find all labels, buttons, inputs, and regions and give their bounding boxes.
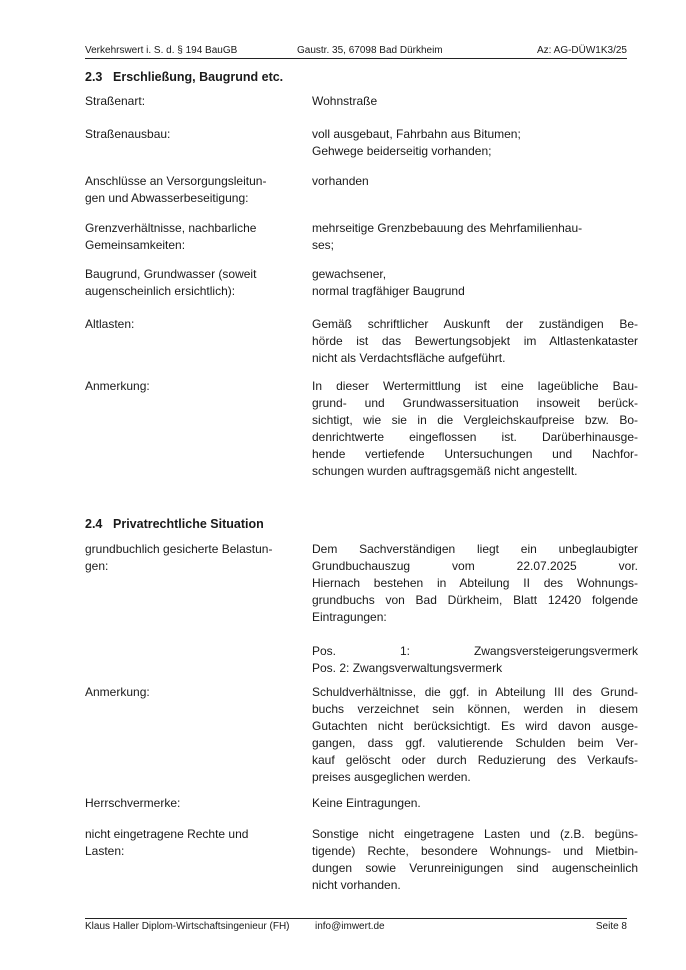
row-label <box>85 316 300 333</box>
row-value <box>312 378 638 480</box>
row-value <box>312 541 638 677</box>
value-line: mehrseitige Grenzbebauung des Mehrfamilienhau- <box>312 221 583 235</box>
label-line: Anmerkung: <box>85 379 150 393</box>
value-line: Schuldverhältnisse, die ggf. in Abteilung III des Grund- <box>312 685 638 699</box>
value-line: Grundbuchauszug vom 22.07.2025 vor. <box>312 559 638 573</box>
footer-page-number: Seite 8 <box>595 921 627 932</box>
section-heading-erschliessung <box>85 70 283 84</box>
row-label <box>85 684 300 701</box>
row-label <box>85 173 300 207</box>
section-title: Privatrechtliche Situation <box>113 517 264 531</box>
row-label <box>85 378 300 395</box>
value-line: Gutachten nicht berücksichtigt. Es wird davon ausge- <box>312 719 638 733</box>
page-header <box>85 44 627 59</box>
row-value <box>312 795 638 812</box>
label-line: Lasten: <box>85 844 125 858</box>
value-line: normal tragfähiger Baugrund <box>312 284 465 298</box>
row-label <box>85 795 300 812</box>
section-title: Erschließung, Baugrund etc. <box>113 70 284 84</box>
label-line: Altlasten: <box>85 317 135 331</box>
value-line: preises ausgeglichen werden. <box>312 770 471 784</box>
row-value <box>312 93 638 110</box>
value-line: grundbuchs von Bad Dürkheim, Blatt 12420 folgende <box>312 593 638 607</box>
value-line: gangen, dass ggf. valutierende Schulden beim Ver- <box>312 736 638 750</box>
value-line: buchs verzeichnet sein können, werden in diesem <box>312 702 638 716</box>
value-line: Keine Eintragungen. <box>312 796 421 810</box>
footer-author: Klaus Haller Diplom-Wirtschaftsingenieur (FH) <box>85 921 290 932</box>
value-line: nicht als Verdachtsfläche aufgeführt. <box>312 351 506 365</box>
row-label <box>85 220 300 254</box>
row-label <box>85 93 300 110</box>
value-line: Wohnstraße <box>312 94 378 108</box>
value-line: Dem Sachverständigen liegt ein unbeglaubigter <box>312 542 638 556</box>
value-line: Pos. 2: Zwangsverwaltungsvermerk <box>312 661 503 675</box>
label-line: Gemeinsamkeiten: <box>85 238 186 252</box>
value-line: Pos. 1: Zwangsversteigerungsvermerk <box>312 644 638 658</box>
section-heading-privatrecht <box>85 517 264 531</box>
label-line: Anmerkung: <box>85 685 150 699</box>
value-line: hörde ist das Bewertungsobjekt im Altlastenkataster <box>312 334 638 348</box>
value-line: Gehwege beiderseitig vorhanden; <box>312 144 492 158</box>
row-value <box>312 173 638 190</box>
value-line: tigende) Rechte, besondere Wohnungs- und Mietbin- <box>312 844 638 858</box>
footer-email: info@imwert.de <box>315 921 385 932</box>
value-line: ses; <box>312 238 335 252</box>
row-value <box>312 684 638 786</box>
value-line: gewachsener, <box>312 267 387 281</box>
value-line: Eintragungen: <box>312 610 387 624</box>
page-footer <box>85 918 627 933</box>
value-line: vorhanden <box>312 174 369 188</box>
value-line: Hiernach bestehen in Abteilung II des Wohnungs- <box>312 576 638 590</box>
section-number: 2.3 <box>85 70 103 84</box>
value-line: hende vertiefende Untersuchungen und Nachfor- <box>312 447 638 461</box>
value-line: Gemäß schriftlicher Auskunft der zuständigen Be- <box>312 317 638 331</box>
row-value <box>312 826 638 894</box>
header-title: Verkehrswert i. S. d. § 194 BauGB <box>85 45 238 56</box>
row-value <box>312 220 638 254</box>
value-line: nicht vorhanden. <box>312 878 401 892</box>
label-line: grundbuchlich gesicherte Belastun- <box>85 542 273 556</box>
value-line: schungen wurden auftragsgemäß nicht angestellt. <box>312 464 578 478</box>
value-line: Sonstige nicht eingetragene Lasten und (z.B. begüns- <box>312 827 638 841</box>
label-line: Grenzverhältnisse, nachbarliche <box>85 221 257 235</box>
label-line: Straßenausbau: <box>85 127 171 141</box>
row-label <box>85 826 300 860</box>
value-line: dungen sowie Verunreinigungen sind augenscheinlich <box>312 861 638 875</box>
section-number: 2.4 <box>85 517 103 531</box>
value-line: grund- und Grundwassersituation insoweit berück- <box>312 396 638 410</box>
label-line: augenscheinlich ersichtlich): <box>85 284 236 298</box>
header-address: Gaustr. 35, 67098 Bad Dürkheim <box>297 45 443 56</box>
row-label <box>85 541 300 575</box>
label-line: gen und Abwasserbeseitigung: <box>85 191 249 205</box>
label-line: Herrschvermerke: <box>85 796 181 810</box>
label-line: Anschlüsse an Versorgungsleitun- <box>85 174 267 188</box>
header-file-number: Az: AG-DÜW1K3/25 <box>536 45 627 56</box>
label-line: Straßenart: <box>85 94 146 108</box>
row-label <box>85 126 300 143</box>
row-value <box>312 266 638 300</box>
value-line: voll ausgebaut, Fahrbahn aus Bitumen; <box>312 127 521 141</box>
label-line: gen: <box>85 559 109 573</box>
row-value <box>312 316 638 367</box>
row-value <box>312 126 638 160</box>
value-line: kauf gelöscht oder durch Reduzierung des Verkaufs- <box>312 753 638 767</box>
value-line: sichtigt, wie sie in die Vergleichskaufpreise bzw. Bo- <box>312 413 638 427</box>
label-line: Baugrund, Grundwasser (soweit <box>85 267 257 281</box>
value-line: denrichtwerte eingeflossen ist. Darüberhinausge- <box>312 430 638 444</box>
value-line: In dieser Wertermittlung ist eine lageübliche Bau- <box>312 379 638 393</box>
label-line: nicht eingetragene Rechte und <box>85 827 249 841</box>
value-line <box>312 626 638 643</box>
row-label <box>85 266 300 300</box>
